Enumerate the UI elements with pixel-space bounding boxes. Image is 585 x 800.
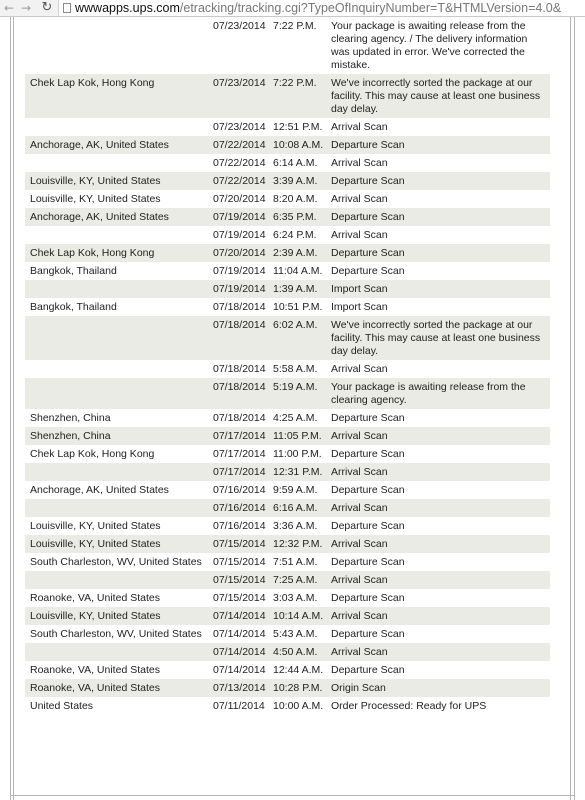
location-cell (25, 378, 213, 409)
location-cell: Roanoke, VA, United States (30, 592, 160, 604)
table-row (25, 280, 550, 298)
date-cell: 07/23/2014 (213, 20, 266, 32)
activity-cell: Arrival Scan (331, 646, 388, 658)
url-text (75, 0, 561, 16)
table-row (25, 553, 550, 571)
activity-cell: Arrival Scan (331, 229, 388, 241)
date-cell: 07/19/2014 (213, 211, 266, 223)
location-cell (25, 643, 213, 661)
table-row (25, 378, 550, 409)
activity-cell: Your package is awaiting release from the clearing agency. / The delivery information was updated in error. We've corrected the mistake. (331, 20, 528, 71)
time-cell: 12:32 P.M. (273, 538, 323, 550)
location-cell: Roanoke, VA, United States (30, 682, 160, 694)
page-icon (63, 3, 71, 13)
location-cell: Anchorage, AK, United States (30, 211, 169, 223)
activity-cell: Departure Scan (331, 484, 405, 496)
activity-cell: Origin Scan (331, 682, 386, 694)
activity-cell: Arrival Scan (331, 193, 388, 205)
time-cell: 3:03 A.M. (273, 592, 318, 604)
time-cell: 10:51 P.M. (273, 301, 323, 313)
location-cell (25, 316, 213, 360)
location-cell: South Charleston, WV, United States (30, 556, 202, 568)
date-cell: 07/23/2014 (213, 121, 266, 133)
date-cell: 07/16/2014 (213, 502, 266, 514)
time-cell: 4:50 A.M. (273, 646, 318, 658)
time-cell: 11:04 A.M. (273, 265, 323, 277)
table-row (25, 625, 550, 643)
date-cell: 07/16/2014 (213, 520, 266, 532)
back-arrow-icon[interactable]: ← (3, 1, 15, 15)
activity-cell: Arrival Scan (331, 574, 388, 586)
date-cell: 07/15/2014 (213, 556, 266, 568)
table-row (25, 535, 550, 553)
date-cell: 07/23/2014 (213, 77, 266, 89)
location-cell: Louisville, KY, United States (30, 520, 161, 532)
time-cell: 4:25 A.M. (273, 412, 318, 424)
activity-cell: Arrival Scan (331, 502, 388, 514)
activity-cell: Import Scan (331, 301, 388, 313)
table-row (25, 208, 550, 226)
time-cell: 5:19 A.M. (273, 381, 318, 393)
date-cell: 07/14/2014 (213, 628, 266, 640)
table-row (25, 517, 550, 535)
time-cell: 8:20 A.M. (273, 193, 318, 205)
url-path: /etracking/tracking.cgi?TypeOfInquiryNumber=T&HTMLVersion=4.0& (179, 1, 562, 15)
time-cell: 5:58 A.M. (273, 363, 318, 375)
time-cell: 12:44 A.M. (273, 664, 324, 676)
activity-cell: Arrival Scan (331, 363, 388, 375)
time-cell: 7:51 A.M. (273, 556, 318, 568)
time-cell: 7:25 A.M. (273, 574, 318, 586)
location-cell: Chek Lap Kok, Hong Kong (30, 247, 155, 259)
table-row (25, 172, 550, 190)
date-cell: 07/15/2014 (213, 538, 266, 550)
time-cell: 11:00 P.M. (273, 448, 322, 460)
activity-cell: Departure Scan (331, 664, 405, 676)
browser-toolbar (0, 0, 585, 17)
table-row (25, 481, 550, 499)
activity-cell: We've incorrectly sorted the package at our facility. This may cause at least one business day delay. (331, 77, 541, 115)
activity-cell: Departure Scan (331, 247, 405, 259)
table-row (25, 136, 550, 154)
location-cell: Anchorage, AK, United States (30, 139, 169, 151)
frame-border-left (10, 17, 11, 800)
location-cell: Bangkok, Thailand (30, 301, 117, 313)
date-cell: 07/17/2014 (213, 430, 266, 442)
location-cell (25, 17, 213, 74)
frame-border-right (574, 17, 575, 800)
table-row (25, 427, 550, 445)
time-cell: 6:16 A.M. (273, 502, 318, 514)
date-cell: 07/20/2014 (213, 247, 266, 259)
date-cell: 07/18/2014 (213, 363, 266, 375)
frame-border-left-inner (13, 17, 14, 800)
location-cell: United States (30, 700, 94, 712)
table-row (25, 316, 550, 360)
frame-border-bottom (10, 795, 575, 796)
table-row (25, 607, 550, 625)
activity-cell: Arrival Scan (331, 538, 388, 550)
date-cell: 07/19/2014 (213, 229, 266, 241)
table-row (25, 118, 550, 136)
time-cell: 5:43 A.M. (273, 628, 318, 640)
time-cell: 6:24 P.M. (273, 229, 317, 241)
activity-cell: Departure Scan (331, 520, 405, 532)
time-cell: 7:22 P.M. (273, 77, 317, 89)
time-cell: 10:08 A.M. (273, 139, 324, 151)
date-cell: 07/20/2014 (213, 193, 266, 205)
date-cell: 07/11/2014 (213, 700, 265, 712)
time-cell: 6:02 A.M. (273, 319, 318, 331)
date-cell: 07/14/2014 (213, 646, 266, 658)
table-row (25, 244, 550, 262)
time-cell: 11:05 P.M. (273, 430, 322, 442)
time-cell: 10:00 A.M. (273, 700, 324, 712)
date-cell: 07/22/2014 (213, 157, 266, 169)
table-row (25, 226, 550, 244)
location-cell: Louisville, KY, United States (30, 610, 161, 622)
location-cell: Louisville, KY, United States (30, 538, 161, 550)
activity-cell: Arrival Scan (331, 157, 388, 169)
location-cell: South Charleston, WV, United States (30, 628, 202, 640)
location-cell (25, 499, 213, 517)
activity-cell: Departure Scan (331, 556, 405, 568)
table-row (25, 360, 550, 378)
table-row (25, 298, 550, 316)
time-cell: 3:36 A.M. (273, 520, 318, 532)
activity-cell: Departure Scan (331, 628, 405, 640)
activity-cell: Departure Scan (331, 139, 405, 151)
date-cell: 07/14/2014 (213, 664, 266, 676)
location-cell: Bangkok, Thailand (30, 265, 117, 277)
reload-icon[interactable]: ↻ (41, 0, 53, 15)
table-row (25, 190, 550, 208)
activity-cell: Your package is awaiting release from the clearing agency. (331, 381, 526, 406)
location-cell: Shenzhen, China (30, 412, 111, 424)
date-cell: 07/22/2014 (213, 175, 266, 187)
table-row (25, 661, 550, 679)
activity-cell: We've incorrectly sorted the package at our facility. This may cause at least one business day delay. (331, 319, 541, 357)
location-cell: Louisville, KY, United States (30, 193, 161, 205)
page-content (0, 17, 585, 800)
date-cell: 07/18/2014 (213, 412, 266, 424)
shipment-progress-table (25, 17, 550, 715)
table-row (25, 643, 550, 661)
location-cell (25, 360, 213, 378)
location-cell (25, 154, 213, 172)
table-row (25, 154, 550, 172)
date-cell: 07/19/2014 (213, 265, 266, 277)
time-cell: 6:35 P.M. (273, 211, 317, 223)
url-host: wwwapps.ups.com (75, 1, 180, 15)
table-row (25, 262, 550, 280)
activity-cell: Import Scan (331, 283, 388, 295)
activity-cell: Departure Scan (331, 592, 405, 604)
time-cell: 3:39 A.M. (273, 175, 318, 187)
table-row (25, 499, 550, 517)
date-cell: 07/18/2014 (213, 319, 266, 331)
activity-cell: Departure Scan (331, 175, 405, 187)
location-cell (25, 571, 213, 589)
table-row (25, 409, 550, 427)
time-cell: 10:28 P.M. (273, 682, 323, 694)
date-cell: 07/19/2014 (213, 283, 266, 295)
time-cell: 1:39 A.M. (273, 283, 318, 295)
activity-cell: Departure Scan (331, 448, 405, 460)
location-cell: Chek Lap Kok, Hong Kong (30, 77, 155, 89)
table-row (25, 589, 550, 607)
time-cell: 7:22 P.M. (273, 20, 317, 32)
location-cell (25, 118, 213, 136)
activity-cell: Arrival Scan (331, 466, 388, 478)
date-cell: 07/17/2014 (213, 448, 266, 460)
location-cell: Louisville, KY, United States (30, 175, 161, 187)
location-cell (25, 280, 213, 298)
time-cell: 2:39 A.M. (273, 247, 318, 259)
table-row (25, 697, 550, 715)
date-cell: 07/16/2014 (213, 484, 266, 496)
date-cell: 07/15/2014 (213, 592, 266, 604)
activity-cell: Departure Scan (331, 211, 405, 223)
date-cell: 07/15/2014 (213, 574, 266, 586)
location-cell (25, 226, 213, 244)
activity-cell: Departure Scan (331, 412, 405, 424)
table-row (25, 74, 550, 118)
table-row (25, 679, 550, 697)
activity-cell: Arrival Scan (331, 121, 388, 133)
location-cell: Anchorage, AK, United States (30, 484, 169, 496)
activity-cell: Order Processed: Ready for UPS (331, 700, 487, 712)
time-cell: 10:14 A.M. (273, 610, 324, 622)
date-cell: 07/22/2014 (213, 139, 266, 151)
location-cell (25, 463, 213, 481)
time-cell: 6:14 A.M. (273, 157, 318, 169)
location-cell: Chek Lap Kok, Hong Kong (30, 448, 155, 460)
frame-border-right-inner (570, 17, 571, 800)
table-row (25, 463, 550, 481)
table-row (25, 17, 550, 74)
activity-cell: Arrival Scan (331, 430, 388, 442)
forward-arrow-icon[interactable]: → (20, 1, 32, 15)
date-cell: 07/14/2014 (213, 610, 266, 622)
date-cell: 07/18/2014 (213, 381, 266, 393)
location-cell: Roanoke, VA, United States (30, 664, 160, 676)
time-cell: 9:59 A.M. (273, 484, 318, 496)
activity-cell: Departure Scan (331, 265, 405, 277)
table-row (25, 445, 550, 463)
shipment-progress-body (25, 17, 550, 715)
activity-cell: Arrival Scan (331, 610, 388, 622)
date-cell: 07/18/2014 (213, 301, 266, 313)
location-cell: Shenzhen, China (30, 430, 111, 442)
date-cell: 07/17/2014 (213, 466, 266, 478)
date-cell: 07/13/2014 (213, 682, 266, 694)
table-row (25, 571, 550, 589)
time-cell: 12:31 P.M. (273, 466, 323, 478)
time-cell: 12:51 P.M. (273, 121, 323, 133)
address-bar[interactable] (58, 0, 585, 16)
